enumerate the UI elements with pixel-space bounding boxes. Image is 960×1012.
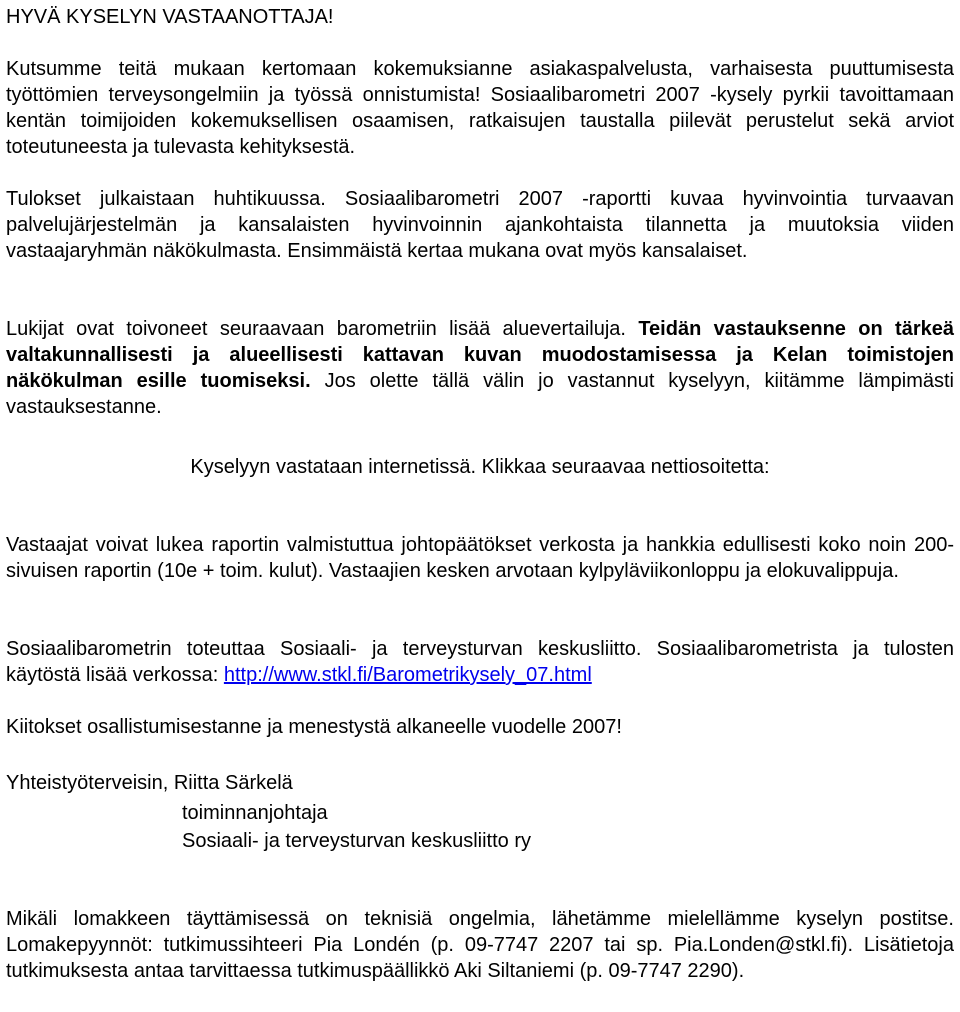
letter-heading: HYVÄ KYSELYN VASTAANOTTAJA! [6,6,334,28]
organizer-paragraph [6,636,954,688]
intro-paragraph: Kutsumme teitä mukaan kertomaan kokemuksianne asiakaspalvelusta, varhaisesta puuttumisesta työttömien terveysongelmiin ja työssä onnistumista! Sosiaalibarometri 2007 -kysely pyrkii tavoittamaan kentän toimijoiden kokemuksellisen osaamisen, ratkaisujen taustalla piilevät perustelut sekä arviot toteutuneesta ja tulevasta kehityksestä. [6,58,954,158]
barometer-link[interactable]: http://www.stkl.fi/Barometrikysely_07.html [223,664,592,686]
report-paragraph: Vastaajat voivat lukea raportin valmistuttua johtopäätökset verkosta ja hankkia edullisesti koko noin 200-sivuisen raportin (10e + toim. kulut). Vastaajien kesken arvotaan kylpyläviikonloppu ja elokuvalippuja. [6,534,954,582]
organizer-text: Sosiaalibarometrin toteuttaa Sosiaali- ja terveysturvan keskusliitto. Sosiaalibarometrista ja tulosten käytöstä lisää verkossa: [6,638,954,686]
importance-bold-text: Teidän vastauksenne on tärkeä valtakunnallisesti ja alueellisesti kattavan kuvan muodostamisessa ja Kelan toimistojen näkökulman esille tuomiseksi. [6,318,954,392]
thanks-line: Kiitokset osallistumisestanne ja menestystä alkaneelle vuodelle 2007! [6,716,622,738]
signature-greeting: Yhteistyöterveisin, Riitta Särkelä [6,772,293,794]
importance-tail-text: Jos olette tällä välin jo vastannut kyselyyn, kiitämme lämpimästi vastauksestanne. [6,370,954,418]
signature-title: toiminnanjohtaja [182,802,328,824]
internet-instruction: Kyselyyn vastataan internetissä. Klikkaa seuraavaa nettiosoitetta: [190,456,770,478]
importance-paragraph [6,316,954,420]
signature-organization: Sosiaali- ja terveysturvan keskusliitto ry [182,830,532,852]
importance-lead-text: Lukijat ovat toivoneet seuraavaan barometriin lisää aluevertailuja. [6,318,639,340]
contact-paragraph: Mikäli lomakkeen täyttämisessä on teknisiä ongelmia, lähetämme mielellämme kyselyn postitse. Lomakepyynnöt: tutkimussihteeri Pia Londén (p. 09-7747 2207 tai sp. Pia.Londen@stkl.fi). Lisätietoja tutkimuksesta antaa tarvittaessa tutkimuspäällikkö Aki Siltaniemi (p. 09-7747 2290). [6,908,954,982]
results-paragraph: Tulokset julkaistaan huhtikuussa. Sosiaalibarometri 2007 -raportti kuvaa hyvinvointia turvaavan palvelujärjestelmän ja kansalaisten hyvinvoinnin ajankohtaista tilannetta ja muutoksia viiden vastaajaryhmän näkökulmasta. Ensimmäistä kertaa mukana ovat myös kansalaiset. [6,188,954,262]
